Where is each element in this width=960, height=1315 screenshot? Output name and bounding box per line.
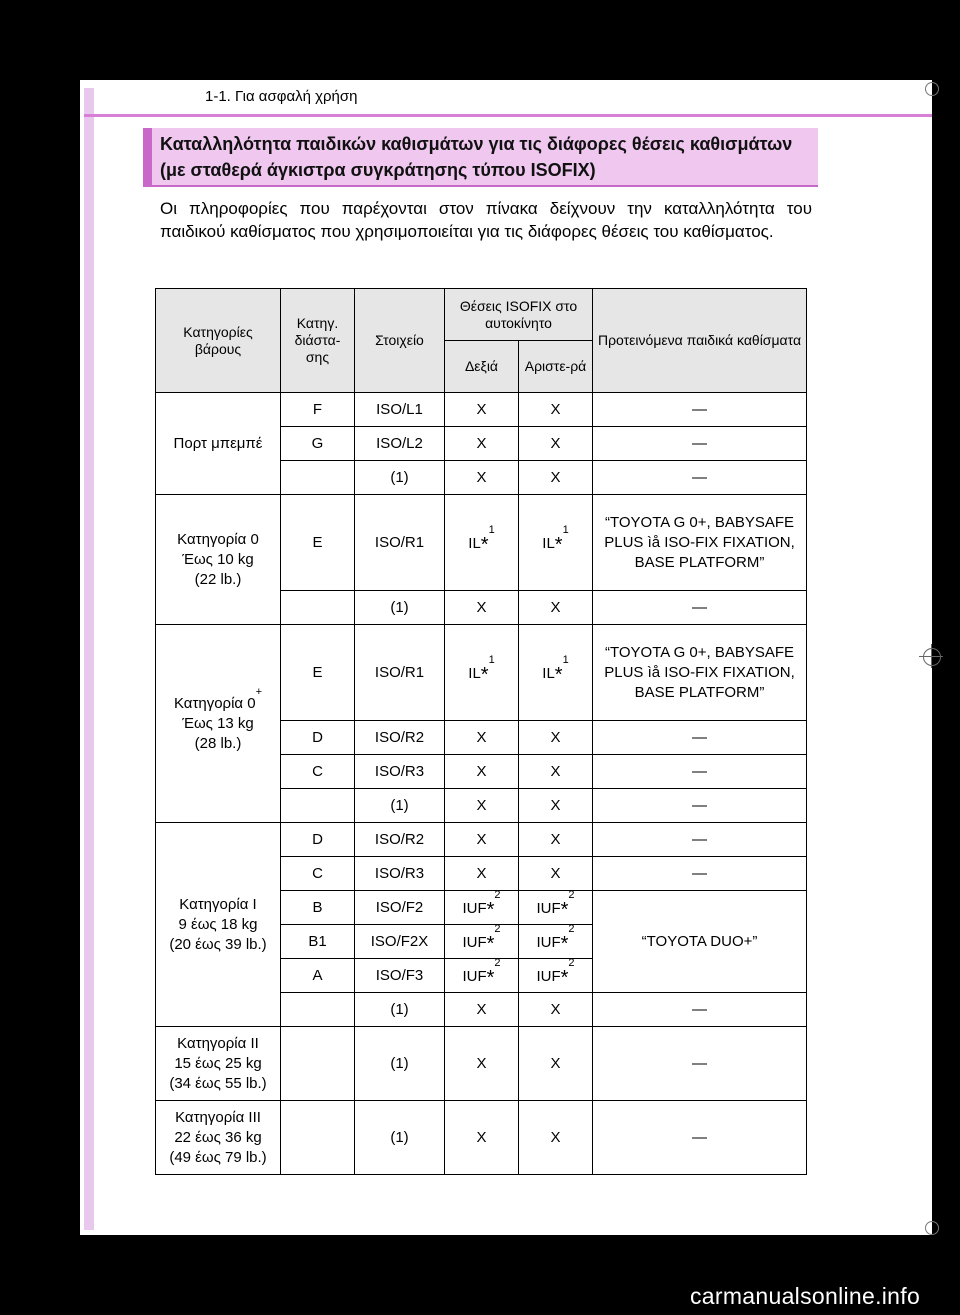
size-cell [281,1101,355,1175]
right-cell: X [445,393,519,427]
right-cell: X [445,823,519,857]
size-cell: B [281,891,355,925]
right-cell: IUF*$^2$ [445,959,519,993]
recommended-cell: — [593,857,807,891]
element-cell: ISO/R3 [355,755,445,789]
isofix-suitability-table [155,288,807,1175]
recommended-cell: — [593,393,807,427]
element-cell: (1) [355,1027,445,1101]
left-cell: IUF*$^2$ [519,925,593,959]
header-divider [84,114,932,117]
left-cell: X [519,1101,593,1175]
size-cell: D [281,823,355,857]
registration-mark-v [931,644,932,668]
element-cell: ISO/R1 [355,495,445,591]
element-cell: (1) [355,993,445,1027]
right-cell: X [445,755,519,789]
right-cell: X [445,721,519,755]
table-header-row [156,289,807,341]
section-title-accent [143,128,152,186]
right-cell: IL*$^1$ [445,495,519,591]
element-cell: ISO/R2 [355,721,445,755]
crop-mark-bottom-icon [925,1221,939,1235]
recommended-cell: “TOYOTA DUO+” [593,891,807,993]
size-cell [281,789,355,823]
right-cell: X [445,1101,519,1175]
element-cell: ISO/L2 [355,427,445,461]
element-cell: ISO/R3 [355,857,445,891]
registration-mark-icon [923,648,941,666]
left-cell: X [519,823,593,857]
size-cell: A [281,959,355,993]
header-size-class: Κατηγ. διάστα-σης [281,289,355,393]
group-2: Κατηγορία II 15 έως 25 kg (34 έως 55 lb.) [156,1027,281,1101]
left-cell: IUF*$^2$ [519,891,593,925]
right-cell: X [445,1027,519,1101]
element-cell: (1) [355,591,445,625]
size-cell [281,591,355,625]
left-cell: X [519,993,593,1027]
element-cell: ISO/F3 [355,959,445,993]
group-1: Κατηγορία I 9 έως 18 kg (20 έως 39 lb.) [156,823,281,1027]
right-cell: IUF*$^2$ [445,891,519,925]
right-cell: X [445,461,519,495]
right-cell: X [445,857,519,891]
watermark: carmanualsonline.info [690,1283,921,1309]
size-cell [281,461,355,495]
group-3: Κατηγορία III 22 έως 36 kg (49 έως 79 lb.) [156,1101,281,1175]
group-carrycot: Πορτ μπεμπέ [156,393,281,495]
section-title: Καταλληλότητα παιδικών καθισμάτων για τις διάφορες θέσεις καθισμάτων (με σταθερά άγκιστρα συγκράτησης τύπου ISOFIX) [160,134,793,180]
element-cell: ISO/L1 [355,393,445,427]
size-cell [281,993,355,1027]
left-cell: X [519,461,593,495]
left-cell: X [519,755,593,789]
recommended-cell: — [593,1027,807,1101]
left-cell: IUF*$^2$ [519,959,593,993]
element-cell: ISO/F2 [355,891,445,925]
element-cell: (1) [355,1101,445,1175]
left-cell: X [519,789,593,823]
table-row [156,1101,807,1175]
header-element: Στοιχείο [355,289,445,393]
left-cell: X [519,393,593,427]
right-cell: X [445,789,519,823]
element-cell: (1) [355,789,445,823]
recommended-cell: — [593,823,807,857]
recommended-cell: — [593,427,807,461]
table-row [156,1027,807,1101]
group-0: Κατηγορία 0 Έως 10 kg (22 lb.) [156,495,281,625]
table-row [156,393,807,427]
right-cell: X [445,427,519,461]
header-left: Αριστε-ρά [519,341,593,393]
left-cell: X [519,427,593,461]
recommended-cell: — [593,789,807,823]
size-cell: E [281,495,355,591]
header-recommended-seats: Προτεινόμενα παιδικά καθίσματα [593,289,807,393]
right-cell: IL*$^1$ [445,625,519,721]
group-0-plus: Κατηγορία 0+ Έως 13 kg (28 lb.) [156,625,281,823]
chapter-header: 1-1. Για ασφαλή χρήση [205,88,358,105]
table-row [156,495,807,591]
table-row [156,625,807,721]
recommended-cell: “TOYOTA G 0+, BABYSAFE PLUS ìå ISO-FIX FIXATION, BASE PLATFORM” [593,625,807,721]
right-cell: X [445,993,519,1027]
recommended-cell: — [593,993,807,1027]
left-cell: X [519,1027,593,1101]
size-cell: D [281,721,355,755]
size-cell: G [281,427,355,461]
element-cell: (1) [355,461,445,495]
header-weight-groups: Κατηγορίες βάρους [156,289,281,393]
recommended-cell: — [593,461,807,495]
size-cell: F [281,393,355,427]
section-title-underline [143,185,818,187]
left-cell: X [519,721,593,755]
size-cell [281,1027,355,1101]
page-margin-stripe [84,88,94,1230]
recommended-cell: — [593,1101,807,1175]
element-cell: ISO/F2X [355,925,445,959]
recommended-cell: — [593,755,807,789]
element-cell: ISO/R2 [355,823,445,857]
header-right: Δεξιά [445,341,519,393]
left-cell: IL*$^1$ [519,495,593,591]
recommended-cell: — [593,721,807,755]
right-margin-line [938,598,940,738]
crop-mark-top-icon [925,82,939,96]
header-isofix-positions: Θέσεις ISOFIX στο αυτοκίνητο [445,289,593,341]
left-cell: IL*$^1$ [519,625,593,721]
recommended-cell: “TOYOTA G 0+, BABYSAFE PLUS ìå ISO-FIX FIXATION, BASE PLATFORM” [593,495,807,591]
right-cell: X [445,591,519,625]
size-cell: E [281,625,355,721]
intro-paragraph: Οι πληροφορίες που παρέχονται στον πίνακα δείχνουν την καταλληλότητα του παιδικού καθίσματος που χρησιμοποιείται για τις διάφορες θέσεις του καθίσματος. [160,199,812,241]
left-cell: X [519,591,593,625]
size-cell: C [281,755,355,789]
left-cell: X [519,857,593,891]
recommended-cell: — [593,591,807,625]
size-cell: C [281,857,355,891]
table-row [156,823,807,857]
right-cell: IUF*$^2$ [445,925,519,959]
element-cell: ISO/R1 [355,625,445,721]
size-cell: B1 [281,925,355,959]
